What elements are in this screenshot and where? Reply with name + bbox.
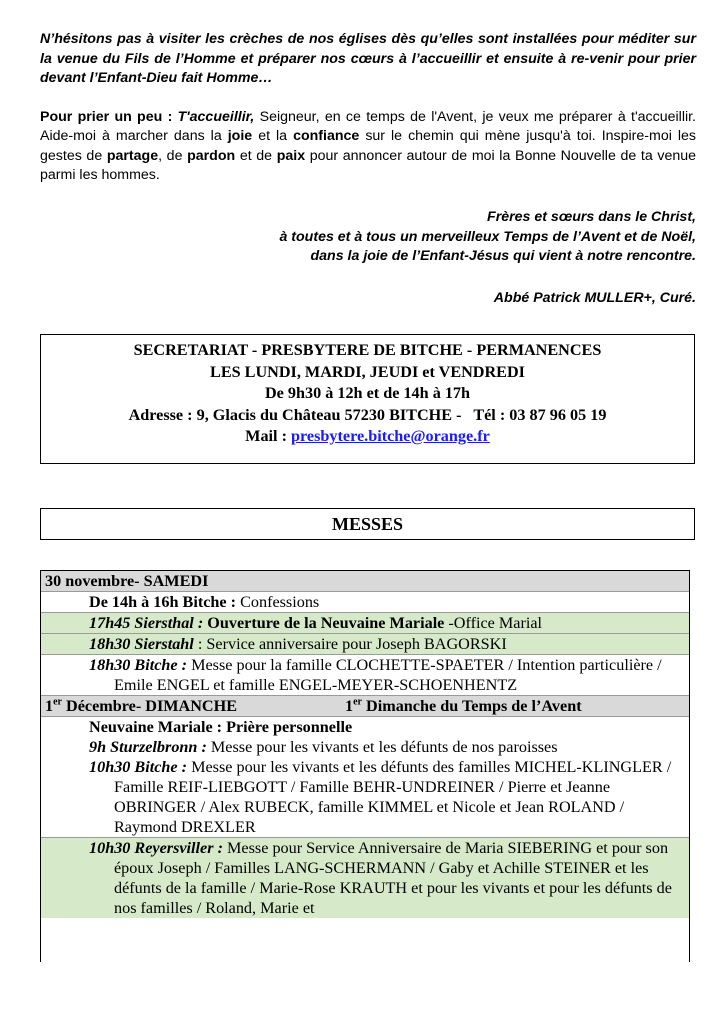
secretariat-mail: Mail : presbytere.bitche@orange.fr [245,427,490,445]
greeting [96,208,696,267]
schedule-entry: 10h30 Bitche : Messe pour les vivants et les défunts des familles MICHEL-KLINGLER / Famille REIF-LIEBGOTT / Famille BEHR-UNDREINER / Pierre et Jeanne OBRINGER / Alex RUBECK, famille KIMMEL et Nicole et Jean ROLAND / Raymond DREXLER [41,757,689,838]
day-header: 30 novembre- SAMEDI [41,571,689,592]
schedule-entry: Neuvaine Mariale : Prière personnelle [41,717,689,737]
secretariat-hours: De 9h30 à 12h et de 14h à 17h [264,384,471,402]
schedule-entry: 9h Sturzelbronn : Messe pour les vivants et les défunts de nos paroisses [41,737,689,757]
secretariat-address: Adresse : 9, Glacis du Château 57230 BITCHE - Tél : 03 87 96 05 19 [128,405,607,424]
secretariat-title: SECRETARIAT - PRESBYTERE DE BITCHE - PERMANENCES [133,341,602,359]
schedule-entry: 18h30 Sierstahl : Service anniversaire pour Joseph BAGORSKI [41,634,689,655]
schedule-entry: 10h30 Reyersviller : Messe pour Service Anniversaire de Maria SIEBERING et pour son époux Joseph / Familles LANG-SCHERMANN / Gaby et Achille STEINER et les défunts de la famille / Marie-Rose KRAUTH et pour les vivants et pour les défunts de nos familles / Roland, Marie et [41,838,689,918]
greeting-line-1: Frères et sœurs dans le Christ, [487,209,696,225]
mass-schedule [40,570,690,962]
prayer-opening: T'accueillir, [177,108,255,125]
email-link[interactable]: presbytere.bitche@orange.fr [291,427,490,445]
messes-title: MESSES [40,508,695,540]
secretariat-box [40,334,695,464]
schedule-entry: De 14h à 16h Bitche : Confessions [41,592,689,613]
schedule-entry: 17h45 Siersthal : Ouverture de la Neuvaine Mariale -Office Marial [41,613,689,634]
schedule-entry: 18h30 Bitche : Messe pour la famille CLOCHETTE-SPAETER / Intention particulière / Emile ENGEL et famille ENGEL-MEYER-SCHOENHENTZ [41,655,689,696]
intro-paragraph: N’hésitons pas à visiter les crèches de nos églises dès qu’elles sont installées pour méditer sur la venue du Fils de l’Homme et préparer nos cœurs à l’accueillir et ensuite à re-venir pour prier devant l’Enfant-Dieu fait Homme… [40,31,696,86]
signature: Abbé Patrick MULLER+, Curé. [493,290,696,306]
prayer-label: Pour prier un peu : [40,108,173,125]
day-header: 1er Décembre- DIMANCHE 1er Dimanche du Temps de l’Avent [41,696,689,717]
prayer-paragraph: Pour prier un peu : T'accueillir, Seigneur, en ce temps de l'Avent, je veux me préparer à t'accueillir. Aide-moi à marcher dans la joie et la confiance sur le chemin qui mène jusqu'à toi. Inspire-moi les gestes de partage, de pardon et de paix pour annoncer autour de moi la Bonne Nouvelle de ta venue parmi les hommes. [40,108,697,183]
secretariat-days: LES LUNDI, MARDI, JEUDI et VENDREDI [210,362,525,381]
greeting-line-2: à toutes et à tous un merveilleux Temps de l’Avent et de Noël, [279,228,696,245]
intro-section [40,30,696,186]
greeting-line-3: dans la joie de l’Enfant-Jésus qui vient à notre rencontre. [310,248,696,264]
